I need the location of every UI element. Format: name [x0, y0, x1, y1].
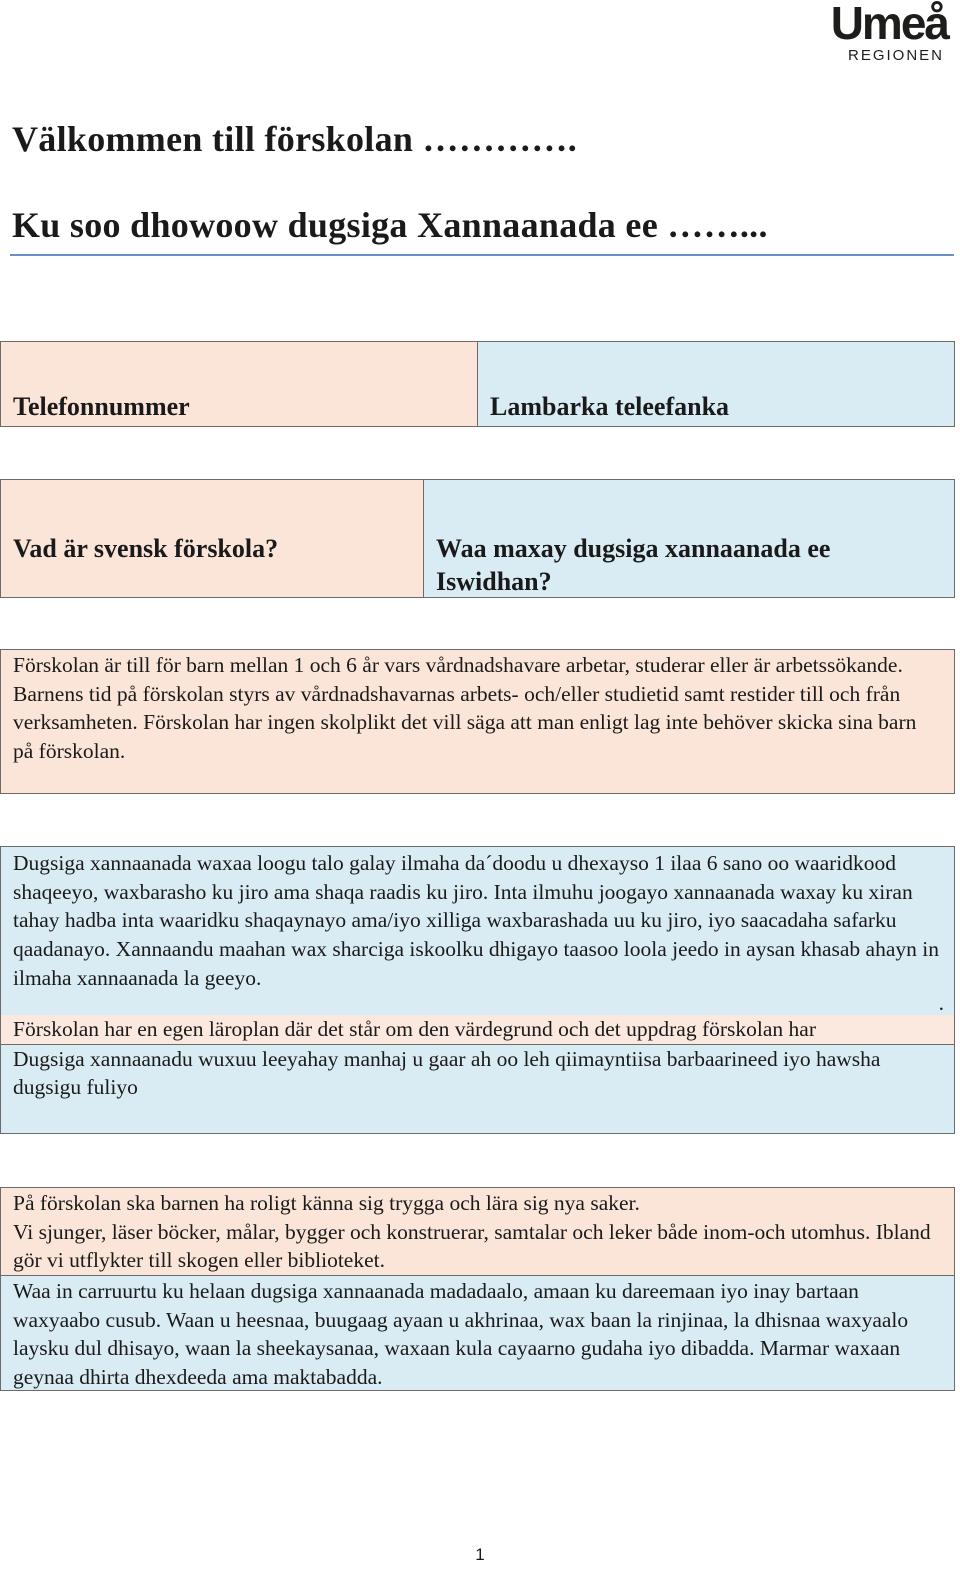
activities-swedish-line2: Vi sjunger, läser böcker, målar, bygger och konstruerar, samtalar och leker både inom-och utomhus. Ibland gör vi utflykter till skogen eller biblioteket. — [13, 1219, 931, 1273]
paragraph-swedish-activities — [0, 1187, 955, 1276]
curriculum-swedish: Förskolan har en egen läroplan där det står om den värdegrund och det uppdrag förskolan har — [1, 1015, 954, 1044]
curriculum-somali: Dugsiga xannaanadu wuxuu leeyahay manhaj u gaar ah oo leh qiimayntiisa barbaarineed iyo hawsha dugsigu fuliyo — [1, 1044, 954, 1102]
question-somali: Waa maxay dugsiga xannaanada ee Iswidhan? — [423, 479, 955, 598]
title-somali: Ku soo dhowoow dugsiga Xannaanada ee ……... — [12, 205, 768, 245]
paragraph-swedish-intro: Förskolan är till för barn mellan 1 och 6 år vars vårdnadshavare arbetar, studerar eller är arbetssökande. Barnens tid på förskolan styrs av vårdnadshavarnas arbets- och/eller studietid samt restider till och från verksamheten. Förskolan har ingen skolplikt det vill säga att man enligt lag inte behöver skicka sina barn på förskolan. — [0, 649, 955, 794]
question-swedish: Vad är svensk förskola? — [0, 479, 424, 598]
logo-subtitle: REGIONEN — [847, 47, 944, 64]
paragraph-somali-intro: Dugsiga xannaanada waxaa loogu talo galay ilmaha da´doodu u dhexayso 1 ilaa 6 sano oo waaridkood shaqeeyo, waxbarasho ku jiro ama shaqa raadis ku jiro. Inta ilmuhu joogayo xannaanada waxay ku xiran tahay hadba inta waaridku shaqaynayo ama/iyo xilliga waxbarashada uu ku jiro, iyo saacadaha safarku qaadanayo. Xannaandu maahan wax sharciga iskoolku dhigayo taasoo loola jeedo in aysan khasab ahayn in ilmaha xannaanada la geeyo. — [13, 851, 939, 990]
umea-regionen-logo — [818, 0, 948, 66]
page-number: 1 — [475, 1545, 485, 1564]
paragraph-somali-activities: Waa in carruurtu ku helaan dugsiga xannaanada madadaalo, amaan ku dareemaan iyo inay bartaan waxyaabo cusub. Waan u heesnaa, buugaag ayaan u akhrinaa, wax baan la rinjinaa, la dhisnaa waxyaalo laysku dul dhisayo, waan la sheekaysanaa, waxaan kula cayaarno gudaha iyo dibadda. Marmar waxaan geynaa dhirta dhexdeeda ama maktabadda. — [0, 1275, 955, 1391]
activities-swedish-line1: På förskolan ska barnen ha roligt känna sig trygga och lära sig nya saker. — [13, 1191, 640, 1215]
title-swedish: Välkommen till förskolan …………. — [12, 119, 578, 159]
title-underline — [10, 254, 954, 256]
paragraph-somali-block — [0, 846, 955, 1134]
logo-wordmark: Umeå — [830, 0, 948, 49]
dot-mark: . — [938, 990, 944, 1015]
phone-label-swedish: Telefonnummer — [0, 341, 478, 427]
phone-label-somali: Lambarka teleefanka — [477, 341, 955, 427]
